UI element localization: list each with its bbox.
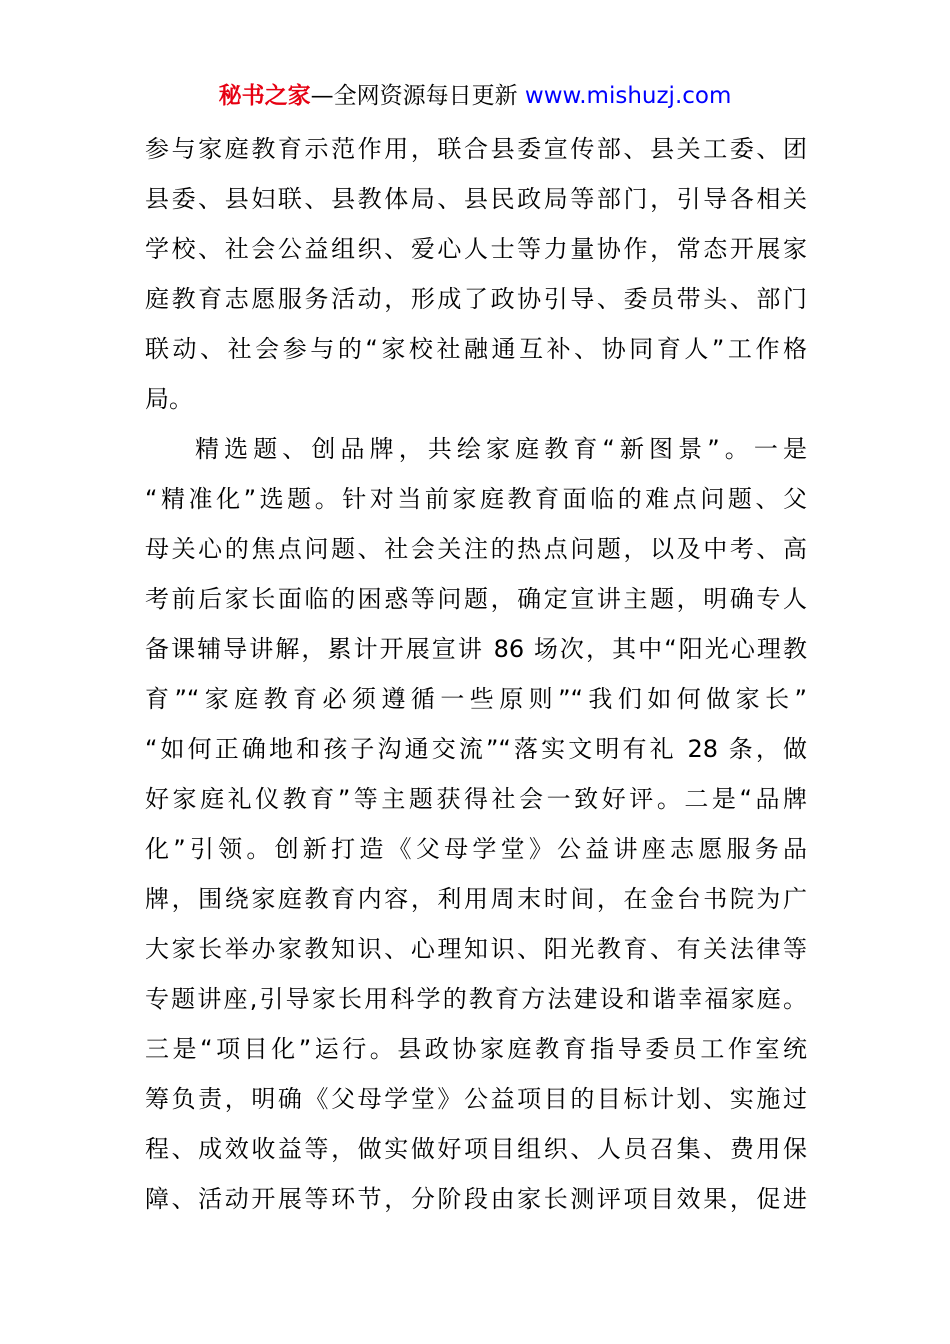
text-line: 障、活动开展等环节，分阶段由家长测评项目效果，促进 [145,1185,807,1213]
text-line: 母关心的焦点问题、社会关注的热点问题，以及中考、高 [145,535,807,563]
site-header [0,80,950,112]
text-line: 化”引领。创新打造《父母学堂》公益讲座志愿服务品 [145,835,807,863]
site-brand: 秘书之家 [218,83,311,109]
text-line: 三是“项目化”运行。县政协家庭教育指导委员工作室统 [145,1035,807,1063]
text-line: 牌，围绕家庭教育内容，利用周末时间，在金台书院为广 [145,885,807,913]
text-line: 考前后家长面临的困惑等问题，确定宣讲主题，明确专人 [145,585,807,613]
text-line: 庭教育志愿服务活动，形成了政协引导、委员带头、部门 [145,285,807,313]
text-line: “如何正确地和孩子沟通交流”“落实文明有礼 28 条，做 [145,735,807,763]
text-line: 筹负责，明确《父母学堂》公益项目的目标计划、实施过 [145,1085,807,1113]
text-line: 育”“家庭教育必须遵循一些原则”“我们如何做家长” [145,685,807,713]
document-body [145,124,807,1224]
text-line: 县委、县妇联、县教体局、县民政局等部门，引导各相关 [145,185,807,213]
text-line: 大家长举办家教知识、心理知识、阳光教育、有关法律等 [145,935,807,963]
text-line: 专题讲座,引导家长用科学的教育方法建设和谐幸福家庭。 [145,985,807,1013]
text-line: 局。 [145,385,193,413]
text-line: 程、成效收益等，做实做好项目组织、人员召集、费用保 [145,1135,807,1163]
text-line: “精准化”选题。针对当前家庭教育面临的难点问题、父 [145,485,807,513]
paragraph-start-line: 精选题、创品牌，共绘家庭教育“新图景”。一是 [195,435,807,463]
text-line: 学校、社会公益组织、爱心人士等力量协作，常态开展家 [145,235,807,263]
text-line: 联动、社会参与的“家校社融通互补、协同育人”工作格 [145,335,807,363]
site-url-link[interactable]: www.mishuzj.com [524,83,732,109]
text-line: 好家庭礼仪教育”等主题获得社会一致好评。二是“品牌 [145,785,807,813]
text-line: 备课辅导讲解，累计开展宣讲 86 场次，其中“阳光心理教 [145,635,807,663]
site-tagline: —全网资源每日更新 [310,83,525,109]
text-line: 参与家庭教育示范作用，联合县委宣传部、县关工委、团 [145,135,807,163]
